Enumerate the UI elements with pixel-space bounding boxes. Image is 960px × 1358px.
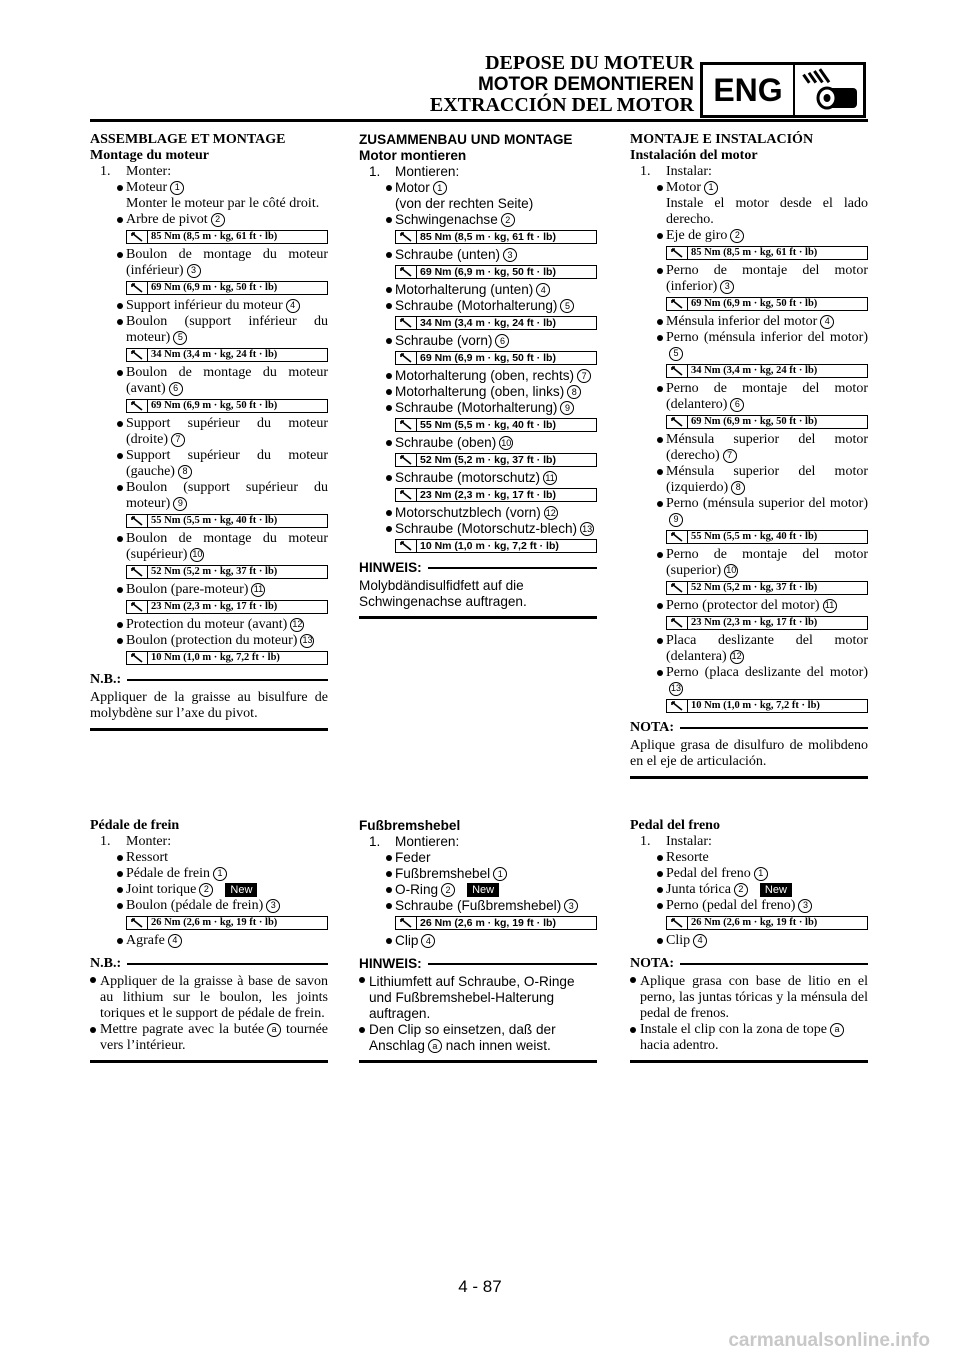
torque-wrench-icon	[127, 283, 147, 293]
callout-8: 8	[567, 385, 581, 399]
de-item-7: Motorhalterung (oben, rechts) 7	[359, 368, 597, 384]
torque-wrench-icon	[396, 232, 416, 242]
note-text-2: Mettre pagrate avec la butée a tournée vers l’intérieur.	[90, 1022, 328, 1054]
callout-1: 1	[213, 867, 227, 881]
de-item-8: Motorhalterung (oben, links) 8	[359, 384, 597, 400]
fr-brake-item-5: Agrafe 4	[90, 933, 328, 949]
note-label: NOTA:	[630, 956, 675, 971]
callout-7: 7	[171, 433, 185, 447]
note-text: Molybdändisulfidfett auf die Schwingenachse auftragen.	[359, 578, 527, 609]
callout-2: 2	[441, 883, 455, 897]
torque-spec: 85 Nm (8,5 m · kg, 61 ft · lb)	[666, 246, 868, 260]
title-es: EXTRACCIÓN DEL MOTOR	[429, 94, 694, 116]
torque-spec: 69 Nm (6,9 m · kg, 50 ft · lb)	[126, 399, 328, 413]
torque-spec: 23 Nm (2,3 m · kg, 17 ft · lb)	[395, 488, 597, 502]
torque-spec: 34 Nm (3,4 m · kg, 24 ft · lb)	[666, 364, 868, 378]
torque-wrench-icon	[667, 918, 687, 928]
de-brake-step: 1. Montieren:	[369, 834, 460, 849]
torque-spec: 69 Nm (6,9 m · kg, 50 ft · lb)	[395, 351, 597, 365]
de-assembly-section	[359, 132, 597, 619]
torque-wrench-icon	[127, 918, 147, 928]
de-item-5: Schraube (Motorhalterung) 5	[359, 298, 597, 314]
callout-2: 2	[501, 213, 515, 227]
es-subheading: Instalación del motor	[630, 148, 758, 163]
note-label: HINWEIS:	[359, 956, 422, 971]
callout-5: 5	[669, 347, 683, 361]
fr-item-6: Boulon de montage du moteur (avant) 6	[90, 365, 328, 397]
fr-item-7: Support supérieur du moteur (droite) 7	[90, 416, 328, 448]
torque-wrench-icon	[396, 541, 416, 551]
de-item-1-note: (von der rechten Seite)	[395, 196, 534, 211]
es-item-9: Perno (ménsula superior del motor)9	[630, 496, 868, 528]
fr-item-13: Boulon (protection du moteur) 13	[90, 633, 328, 649]
fr-item-1: Moteur 1	[90, 180, 328, 196]
callout-11: 11	[543, 471, 557, 485]
callout-2: 2	[734, 883, 748, 897]
fr-assembly-section	[90, 132, 328, 731]
de-subheading: Motor montieren	[359, 148, 467, 163]
torque-wrench-icon	[667, 366, 687, 376]
note-text: Appliquer de la graisse au bisulfure de molybdène sur l’axe du pivot.	[90, 690, 328, 721]
es-assembly-section	[630, 132, 868, 779]
fr-item-12: Protection du moteur (avant) 12	[90, 617, 328, 633]
torque-spec: 34 Nm (3,4 m · kg, 24 ft · lb)	[395, 316, 597, 330]
note-label: N.B.:	[90, 956, 122, 971]
es-item-1-note: Instale el motor desde el lado derecho.	[666, 196, 868, 227]
torque-wrench-icon	[667, 417, 687, 427]
es-heading: MONTAJE E INSTALACIÓN	[630, 132, 814, 147]
torque-spec: 34 Nm (3,4 m · kg, 24 ft · lb)	[126, 348, 328, 362]
callout-9: 9	[560, 401, 574, 415]
fr-item-10: Boulon de montage du moteur (supérieur) 10	[90, 531, 328, 563]
callout-9: 9	[669, 513, 683, 527]
de-brake-item-4: Schraube (Fußbremshebel) 3	[359, 898, 597, 914]
de-step: 1. Montieren:	[369, 164, 460, 179]
header-titles	[430, 53, 694, 116]
new-badge: New	[467, 883, 499, 897]
torque-wrench-icon	[396, 267, 416, 277]
fr-brake-item-1: Ressort	[90, 850, 328, 866]
de-item-6: Schraube (vorn) 6	[359, 333, 597, 349]
callout-4: 4	[168, 934, 182, 948]
callout-11: 11	[251, 583, 265, 597]
torque-wrench-icon	[667, 299, 687, 309]
title-de: MOTOR DEMONTIEREN	[477, 74, 694, 95]
fr-brake-note	[90, 956, 328, 1063]
de-heading: ZUSAMMENBAU UND MONTAGE	[359, 132, 573, 147]
fr-item-11: Boulon (pare-moteur) 11	[90, 582, 328, 598]
torque-wrench-icon	[396, 918, 416, 928]
fr-brake-item-4: Boulon (pédale de frein) 3	[90, 898, 328, 914]
callout-6: 6	[730, 398, 744, 412]
torque-spec: 69 Nm (6,9 m · kg, 50 ft · lb)	[666, 297, 868, 311]
callout-1: 1	[433, 181, 447, 195]
fr-item-5: Boulon (support inférieur du moteur) 5	[90, 314, 328, 346]
fr-step: 1. Monter:	[100, 164, 172, 179]
torque-spec: 55 Nm (5,5 m · kg, 40 ft · lb)	[395, 418, 597, 432]
fr-item-8: Support supérieur du moteur (gauche) 8	[90, 448, 328, 480]
torque-spec: 10 Nm (1,0 m · kg, 7,2 ft · lb)	[666, 699, 868, 713]
callout-13: 13	[300, 634, 314, 648]
de-brake-item-3: O-Ring 2 New	[359, 882, 597, 898]
torque-wrench-icon	[127, 516, 147, 526]
es-item-1: Motor 1	[630, 180, 868, 196]
es-note	[630, 720, 868, 779]
torque-spec: 69 Nm (6,9 m · kg, 50 ft · lb)	[395, 265, 597, 279]
de-brake-heading: Fußbremshebel	[359, 818, 461, 833]
callout-4: 4	[421, 934, 435, 948]
note-label: HINWEIS:	[359, 560, 422, 575]
fr-subheading: Montage du moteur	[90, 148, 209, 163]
note-text-1: Appliquer de la graisse à base de savon au lithium sur le boulon, les joints toriques et le support de pédale de frein.	[90, 972, 328, 1022]
torque-spec: 52 Nm (5,2 m · kg, 37 ft · lb)	[666, 581, 868, 595]
torque-wrench-icon	[127, 567, 147, 577]
de-brake-item-5: Clip 4	[359, 933, 597, 949]
callout-2: 2	[199, 883, 213, 897]
torque-spec: 85 Nm (8,5 m · kg, 61 ft · lb)	[395, 230, 597, 244]
callout-8: 8	[731, 481, 745, 495]
es-item-4: Ménsula inferior del motor 4	[630, 314, 868, 330]
callout-6: 6	[169, 382, 183, 396]
torque-spec: 69 Nm (6,9 m · kg, 50 ft · lb)	[126, 281, 328, 295]
callout-3: 3	[503, 248, 517, 262]
callout-1: 1	[704, 181, 718, 195]
es-brake-item-1: Resorte	[630, 850, 868, 866]
callout-3: 3	[720, 280, 734, 294]
de-brake-item-2: Fußbremshebel 1	[359, 866, 597, 882]
callout-3: 3	[564, 899, 578, 913]
torque-wrench-icon	[667, 532, 687, 542]
fr-note	[90, 672, 328, 731]
es-brake-item-4: Perno (pedal del freno) 3	[630, 898, 868, 914]
torque-wrench-icon	[396, 455, 416, 465]
note-text-2: Den Clip so einsetzen, daß der Anschlag a nach innen weist.	[359, 1022, 597, 1054]
callout-2: 2	[211, 213, 225, 227]
fr-brake-heading: Pédale de frein	[90, 818, 180, 833]
torque-wrench-icon	[396, 420, 416, 430]
callout-13: 13	[580, 522, 594, 536]
de-item-12: Motorschutzblech (vorn) 12	[359, 505, 597, 521]
fr-item-4: Support inférieur du moteur 4	[90, 298, 328, 314]
callout-11: 11	[823, 599, 837, 613]
callout-7: 7	[577, 369, 591, 383]
callout-1: 1	[754, 867, 768, 881]
torque-spec: 26 Nm (2,6 m · kg, 19 ft · lb)	[666, 916, 868, 930]
title-fr: DEPOSE DU MOTEUR	[485, 52, 694, 74]
callout-4: 4	[286, 299, 300, 313]
es-item-3: Perno de montaje del motor (inferior) 3	[630, 263, 868, 295]
callout-a: a	[267, 1023, 281, 1037]
new-badge: New	[225, 883, 257, 897]
de-brake-pedal-section	[359, 818, 597, 1063]
callout-a: a	[428, 1039, 442, 1053]
de-note	[359, 560, 597, 619]
callout-7: 7	[723, 449, 737, 463]
es-brake-item-5: Clip 4	[630, 933, 868, 949]
es-brake-note	[630, 956, 868, 1063]
callout-4: 4	[536, 283, 550, 297]
callout-12: 12	[544, 506, 558, 520]
torque-spec: 69 Nm (6,9 m · kg, 50 ft · lb)	[666, 415, 868, 429]
watermark: carmanualsonline.info	[728, 1330, 930, 1351]
torque-wrench-icon	[667, 583, 687, 593]
callout-3: 3	[187, 264, 201, 278]
header-rule	[90, 119, 868, 122]
torque-wrench-icon	[127, 602, 147, 612]
page-number: 4 - 87	[458, 1277, 502, 1296]
es-item-5: Perno (ménsula inferior del motor)5	[630, 330, 868, 362]
es-item-8: Ménsula superior del motor (izquierdo) 8	[630, 464, 868, 496]
torque-wrench-icon	[396, 490, 416, 500]
de-item-3: Schraube (unten) 3	[359, 247, 597, 263]
torque-wrench-icon	[667, 618, 687, 628]
callout-12: 12	[730, 650, 744, 664]
de-item-2: Schwingenachse 2	[359, 212, 597, 228]
callout-a: a	[830, 1023, 844, 1037]
fr-brake-item-2: Pédale de frein 1	[90, 866, 328, 882]
de-item-4: Motorhalterung (unten) 4	[359, 282, 597, 298]
callout-3: 3	[266, 899, 280, 913]
de-item-13: Schraube (Motorschutz-blech) 13	[359, 521, 597, 537]
note-text-2: Instale el clip con la zona de tope a hacia adentro.	[630, 1022, 868, 1054]
es-brake-heading: Pedal del freno	[630, 818, 720, 833]
callout-6: 6	[495, 334, 509, 348]
callout-8: 8	[178, 465, 192, 479]
fr-item-2: Arbre de pivot 2	[90, 212, 328, 228]
es-item-11: Perno (protector del motor) 11	[630, 598, 868, 614]
es-brake-pedal-section	[630, 818, 868, 1063]
callout-10: 10	[724, 564, 738, 578]
callout-1: 1	[493, 867, 507, 881]
es-item-10: Perno de montaje del motor (superior) 10	[630, 547, 868, 579]
torque-spec: 10 Nm (1,0 m · kg, 7,2 ft · lb)	[395, 539, 597, 553]
fr-item-1-note: Monter le moteur par le côté droit.	[126, 196, 320, 211]
es-item-7: Ménsula superior del motor (derecho) 7	[630, 432, 868, 464]
torque-wrench-icon	[667, 248, 687, 258]
callout-1: 1	[170, 181, 184, 195]
callout-10: 10	[499, 436, 513, 450]
es-brake-item-2: Pedal del freno 1	[630, 866, 868, 882]
callout-13: 13	[669, 682, 683, 696]
es-item-12: Placa deslizante del motor (delantera) 12	[630, 633, 868, 665]
torque-spec: 23 Nm (2,3 m · kg, 17 ft · lb)	[666, 616, 868, 630]
de-brake-item-1: Feder	[359, 850, 597, 866]
torque-wrench-icon	[127, 653, 147, 663]
torque-spec: 85 Nm (8,5 m · kg, 61 ft · lb)	[126, 230, 328, 244]
torque-wrench-icon	[396, 353, 416, 363]
note-label: N.B.:	[90, 672, 122, 687]
torque-spec: 26 Nm (2,6 m · kg, 19 ft · lb)	[395, 916, 597, 930]
de-item-11: Schraube (motorschutz) 11	[359, 470, 597, 486]
callout-5: 5	[173, 331, 187, 345]
torque-spec: 52 Nm (5,2 m · kg, 37 ft · lb)	[395, 453, 597, 467]
de-brake-note	[359, 956, 597, 1063]
engine-icon	[795, 65, 863, 115]
torque-wrench-icon	[667, 701, 687, 711]
de-item-10: Schraube (oben) 10	[359, 435, 597, 451]
torque-spec: 10 Nm (1,0 m · kg, 7,2 ft · lb)	[126, 651, 328, 665]
torque-spec: 23 Nm (2,3 m · kg, 17 ft · lb)	[126, 600, 328, 614]
es-brake-item-3: Junta tórica 2 New	[630, 882, 868, 898]
es-item-2: Eje de giro 2	[630, 228, 868, 244]
torque-wrench-icon	[127, 401, 147, 411]
callout-9: 9	[173, 497, 187, 511]
torque-spec: 55 Nm (5,5 m · kg, 40 ft · lb)	[666, 530, 868, 544]
new-badge: New	[760, 883, 792, 897]
callout-10: 10	[190, 548, 204, 562]
callout-5: 5	[560, 299, 574, 313]
note-text-1: Aplique grasa con base de litio en el perno, las juntas tóricas y la ménsula del pedal de frenos.	[630, 972, 868, 1022]
note-text-1: Lithiumfett auf Schraube, O-Ringe und Fußbremshebel-Halterung auftragen.	[359, 972, 597, 1022]
torque-wrench-icon	[127, 232, 147, 242]
callout-12: 12	[290, 618, 304, 632]
es-item-6: Perno de montaje del motor (delantero) 6	[630, 381, 868, 413]
note-label: NOTA:	[630, 720, 675, 735]
note-text: Aplique grasa de disulfuro de molibdeno en el eje de articulación.	[630, 738, 868, 769]
es-item-13: Perno (placa deslizante del motor)13	[630, 665, 868, 697]
fr-brake-step: 1. Monter:	[100, 834, 172, 849]
de-item-1: Motor 1	[359, 180, 597, 196]
fr-heading: ASSEMBLAGE ET MONTAGE	[90, 132, 286, 147]
callout-3: 3	[798, 899, 812, 913]
eng-section-badge	[700, 62, 866, 118]
fr-brake-pedal-section	[90, 818, 328, 1063]
callout-2: 2	[730, 229, 744, 243]
fr-brake-item-3: Joint torique 2 New	[90, 882, 328, 898]
es-step: 1. Instalar:	[640, 164, 712, 179]
torque-spec: 52 Nm (5,2 m · kg, 37 ft · lb)	[126, 565, 328, 579]
torque-spec: 26 Nm (2,6 m · kg, 19 ft · lb)	[126, 916, 328, 930]
es-brake-step: 1. Instalar:	[640, 834, 712, 849]
eng-label: ENG	[703, 65, 795, 115]
callout-4: 4	[693, 934, 707, 948]
fr-item-3: Boulon de montage du moteur (inférieur) 3	[90, 247, 328, 279]
torque-spec: 55 Nm (5,5 m · kg, 40 ft · lb)	[126, 514, 328, 528]
torque-wrench-icon	[396, 318, 416, 328]
fr-item-9: Boulon (support supérieur du moteur) 9	[90, 480, 328, 512]
torque-wrench-icon	[127, 350, 147, 360]
de-item-9: Schraube (Motorhalterung) 9	[359, 400, 597, 416]
callout-4: 4	[820, 315, 834, 329]
